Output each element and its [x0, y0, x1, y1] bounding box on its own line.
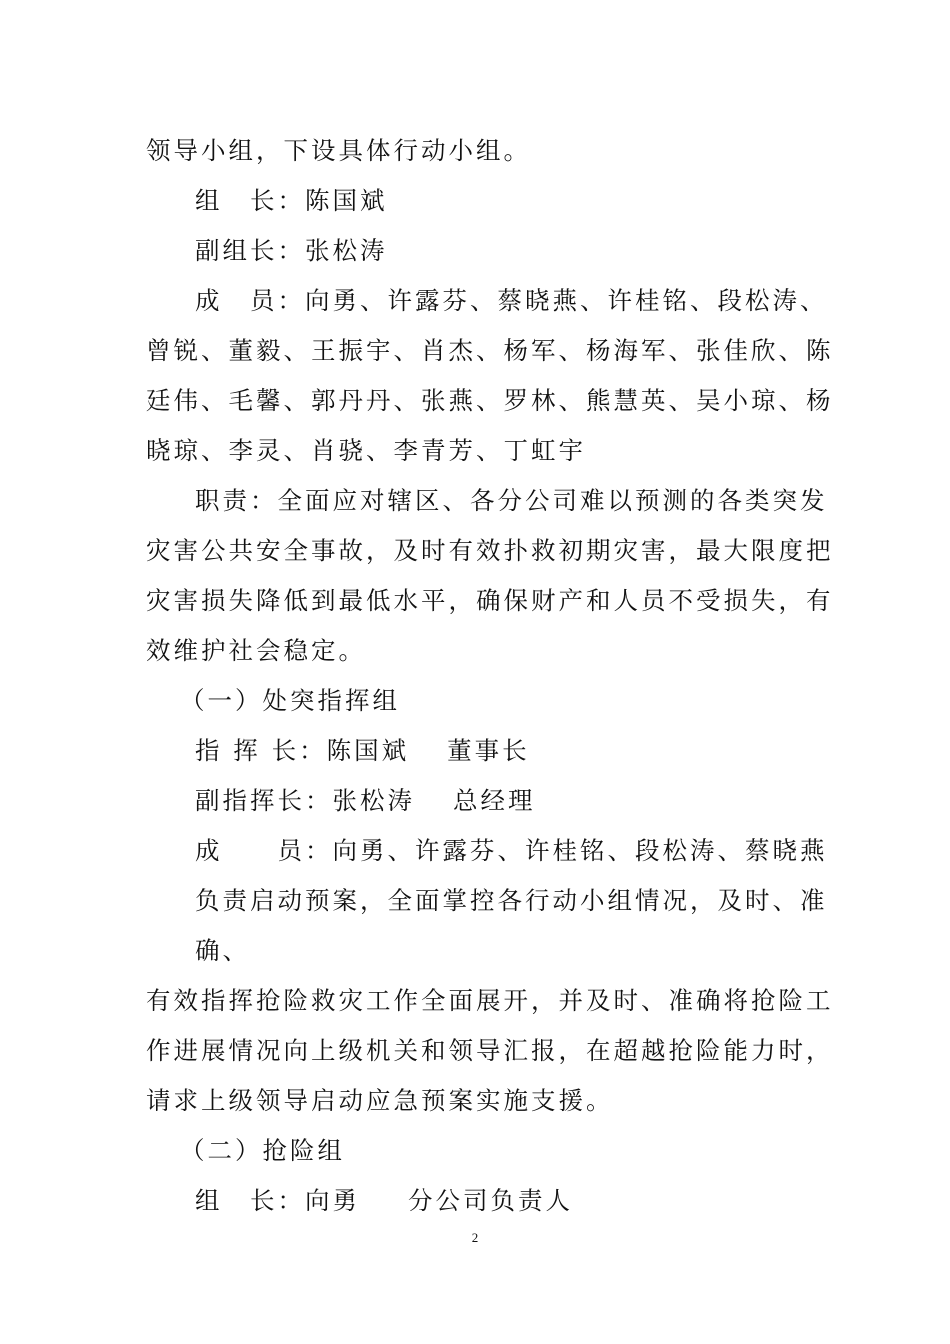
members-line: 廷伟、毛馨、郭丹丹、张燕、罗林、熊慧英、吴小琼、杨 [146, 386, 834, 415]
rescue-leader-name: 向勇 [305, 1186, 360, 1215]
section-heading: （二）抢险组 [180, 1136, 345, 1165]
members-line: 晓琼、李灵、肖骁、李青芳、丁虹宇 [146, 436, 586, 465]
duty-line: 效维护社会稳定。 [146, 636, 366, 665]
leader-name: 陈国斌 [305, 186, 388, 215]
deputy-commander-title: 总经理 [453, 786, 536, 815]
command-members: 向勇、许露芬、许桂铭、段松涛、蔡晓燕 [332, 836, 828, 865]
rescue-leader-title: 分公司负责人 [408, 1186, 573, 1215]
deputy-commander-name: 张松涛 [332, 786, 415, 815]
intro-line: 领导小组，下设具体行动小组。 [146, 136, 531, 165]
deputy-leader-label: 副组长： [195, 236, 305, 265]
command-duty-line: 请求上级领导启动应急预案实施支援。 [146, 1086, 614, 1115]
commander-title: 董事长 [447, 736, 530, 765]
commander-row [195, 734, 865, 768]
section-heading: （一）处突指挥组 [180, 686, 400, 715]
command-duty-line: 有效指挥抢险救灾工作全面展开，并及时、准确将抢险工 [146, 986, 834, 1015]
members-line: 曾锐、董毅、王振宇、肖杰、杨军、杨海军、张佳欣、陈 [146, 336, 834, 365]
command-members-label: 成 员： [195, 836, 333, 865]
leader-label: 组 长： [195, 186, 305, 215]
deputy-commander-row [195, 784, 865, 818]
deputy-leader-name: 张松涛 [305, 236, 388, 265]
members-line: 向勇、许露芬、蔡晓燕、许桂铭、段松涛、 [305, 286, 828, 315]
rescue-leader-label: 组 长： [195, 1186, 305, 1215]
members-row [195, 284, 865, 318]
members-label: 成 员： [195, 286, 305, 315]
page-number: 2 [471, 1230, 479, 1245]
deputy-commander-label: 副指挥长： [195, 786, 333, 815]
deputy-leader-row [195, 234, 865, 268]
command-duty-line: 确、 [195, 936, 250, 965]
commander-label: 指 挥 长： [195, 736, 327, 765]
leader-row [195, 184, 865, 218]
duty-line: 职责：全面应对辖区、各分公司难以预测的各类突发 [195, 486, 828, 515]
command-members-row [195, 834, 865, 868]
commander-name: 陈国斌 [326, 736, 410, 765]
rescue-leader-row [195, 1184, 865, 1218]
duty-line: 灾害公共安全事故，及时有效扑救初期灾害，最大限度把 [146, 536, 834, 565]
command-duty-line: 作进展情况向上级机关和领导汇报，在超越抢险能力时， [146, 1036, 834, 1065]
duty-line: 灾害损失降低到最低水平，确保财产和人员不受损失，有 [146, 586, 834, 615]
command-duty-line: 负责启动预案，全面掌控各行动小组情况，及时、准 [195, 886, 828, 915]
